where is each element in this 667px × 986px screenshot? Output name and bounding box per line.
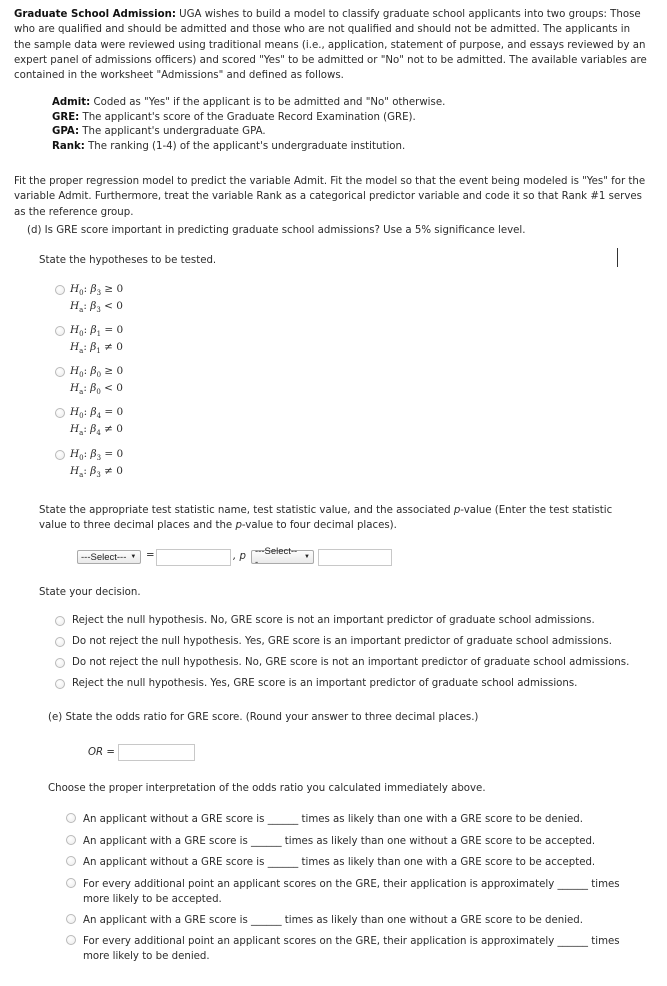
definition-gpa: GPA: The applicant's undergraduate GPA. <box>52 126 266 138</box>
odds-ratio-label: OR = <box>88 747 115 758</box>
radio-button[interactable] <box>66 878 76 888</box>
alternative-hypothesis: $H_a$: $\beta_0 < 0$ <box>70 382 123 397</box>
text-cursor <box>617 248 618 267</box>
alternative-hypothesis: $H_a$: $\beta_3 < 0$ <box>70 300 123 315</box>
fit-instructions: Fit the proper regression model to predict the variable Admit. Fit the model so that the event being modeled is "Yes" for the variable Admit. Furthermore, treat the variable Rank as a categorical predictor variable and code it so that Rank #1 serves as the reference group. <box>14 176 646 218</box>
hypotheses-prompt: State the hypotheses to be tested. <box>39 255 217 266</box>
radio-button[interactable] <box>55 450 65 460</box>
definition-gre: GRE: The applicant's score of the Graduate Record Examination (GRE). <box>52 111 416 123</box>
radio-button[interactable] <box>66 914 76 924</box>
chevron-down-icon: ▼ <box>130 554 137 560</box>
part-e-question: (e) State the odds ratio for GRE score. (Round your answer to three decimal places.) <box>48 712 479 723</box>
null-hypothesis: $H_0$: $\beta_0 \ge 0$ <box>70 365 124 380</box>
test-statistic-select[interactable]: ---Select--- ▼ <box>77 550 141 564</box>
radio-button[interactable] <box>66 813 76 823</box>
p-value-input[interactable] <box>318 549 392 566</box>
alternative-hypothesis: $H_a$: $\beta_3 \ne 0$ <box>70 465 123 480</box>
test-statistic-input[interactable] <box>156 549 231 566</box>
radio-button[interactable] <box>55 326 65 336</box>
alternative-hypothesis: $H_a$: $\beta_4 \ne 0$ <box>70 423 123 438</box>
intro-title: Graduate School Admission: <box>14 9 176 20</box>
radio-button[interactable] <box>55 679 65 689</box>
interpretation-prompt: Choose the proper interpretation of the odds ratio you calculated immediately above. <box>48 783 486 794</box>
variable-definitions <box>52 96 445 154</box>
radio-button[interactable] <box>55 285 65 295</box>
equals-sign: = <box>146 550 155 561</box>
decision-prompt: State your decision. <box>39 587 141 598</box>
definition-admit: Admit: Coded as "Yes" if the applicant is to be admitted and "No" otherwise. <box>52 97 446 108</box>
null-hypothesis: $H_0$: $\beta_3 \ge 0$ <box>70 283 124 298</box>
chevron-down-icon: ▼ <box>304 554 310 560</box>
null-hypothesis: $H_0$: $\beta_1 = 0$ <box>70 324 124 339</box>
radio-button[interactable] <box>66 835 76 845</box>
radio-button[interactable] <box>66 935 76 945</box>
definition-rank: Rank: The ranking (1-4) of the applicant's undergraduate institution. <box>52 140 406 152</box>
radio-button[interactable] <box>55 637 65 647</box>
p-value-select[interactable]: ---Select--- ▼ <box>251 550 314 564</box>
radio-button[interactable] <box>55 367 65 377</box>
odds-ratio-input[interactable] <box>118 744 195 761</box>
null-hypothesis: $H_0$: $\beta_4 = 0$ <box>70 406 124 421</box>
radio-button[interactable] <box>55 658 65 668</box>
intro-body: UGA wishes to build a model to classify graduate school applicants into two groups: Those who are qualified and should be admitted and those who are not qualified and should not be admitted. The applicants in the sample data were reviewed using traditional means (i.e., application, statement of purpose, and essays reviewed by an expert panel of admissions officers) and scored "Yes" to be admitted or "No" not to be admitted. The available variables are contained in the worksheet "Admissions" and defined as follows. <box>14 9 647 82</box>
radio-button[interactable] <box>55 408 65 418</box>
intro-paragraph <box>14 7 650 83</box>
radio-button[interactable] <box>55 616 65 626</box>
part-d-question: (d) Is GRE score important in predicting graduate school admissions? Use a 5% significance level. <box>27 225 526 236</box>
null-hypothesis: $H_0$: $\beta_3 = 0$ <box>70 448 124 463</box>
stat-prompt: State the appropriate test statistic name, test statistic value, and the associated p-value (Enter the test statistic value to three decimal places and the p-value to four decimal places). <box>39 505 613 532</box>
p-label: , p <box>233 551 246 562</box>
alternative-hypothesis: $H_a$: $\beta_1 \ne 0$ <box>70 341 123 356</box>
radio-button[interactable] <box>66 856 76 866</box>
